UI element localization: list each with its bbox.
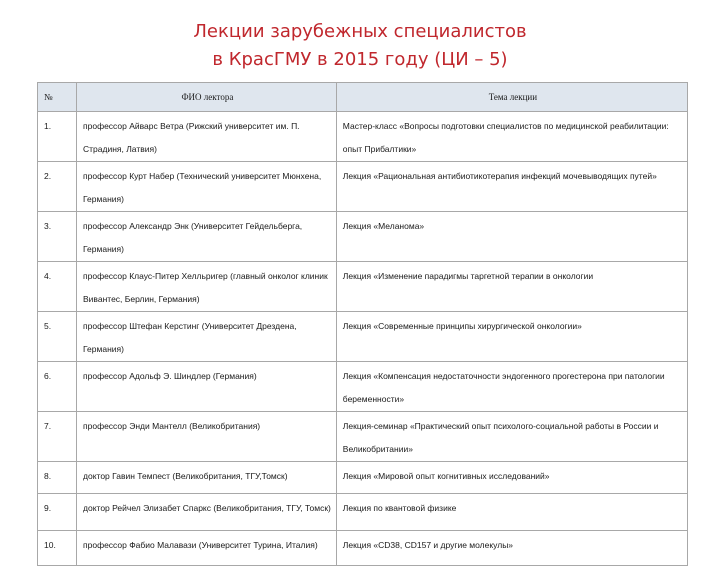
row-lecturer: доктор Гавин Темпест (Великобритания, ТГУ,Томск) (77, 462, 337, 494)
row-number: 1. (38, 112, 77, 162)
table-row (38, 162, 688, 212)
row-number: 9. (38, 494, 77, 531)
row-topic: Мастер-класс «Вопросы подготовки специалистов по медицинской реабилитации: опыт Прибалтики» (336, 112, 687, 162)
table-row (38, 531, 688, 566)
row-lecturer: профессор Адольф Э. Шиндлер (Германия) (77, 362, 337, 412)
table-row (38, 262, 688, 312)
table-row (38, 362, 688, 412)
row-number: 10. (38, 531, 77, 566)
row-number: 7. (38, 412, 77, 462)
row-number: 6. (38, 362, 77, 412)
row-lecturer: профессор Александр Энк (Университет Гейдельберга, Германия) (77, 212, 337, 262)
row-topic: Лекция «Мировой опыт когнитивных исследований» (336, 462, 687, 494)
table-row (38, 212, 688, 262)
header-lecturer: ФИО лектора (77, 83, 337, 112)
row-lecturer: профессор Айварс Ветра (Рижский университет им. П. Страдиня, Латвия) (77, 112, 337, 162)
table-row (38, 112, 688, 162)
row-lecturer: профессор Клаус-Питер Хелльригер (главный онколог клиник Вивантес, Берлин, Германия) (77, 262, 337, 312)
header-topic: Тема лекции (336, 83, 687, 112)
table-row (38, 412, 688, 462)
header-number: № (38, 83, 77, 112)
row-lecturer: доктор Рейчел Элизабет Спаркс (Великобритания, ТГУ, Томск) (77, 494, 337, 531)
row-number: 4. (38, 262, 77, 312)
row-number: 3. (38, 212, 77, 262)
row-lecturer: профессор Фабио Малавази (Университет Турина, Италия) (77, 531, 337, 566)
title-line-1: Лекции зарубежных специалистов (193, 21, 527, 42)
row-lecturer: профессор Курт Набер (Технический университет Мюнхена, Германия) (77, 162, 337, 212)
table-header-row (38, 83, 688, 112)
lectures-table (37, 82, 688, 566)
row-number: 5. (38, 312, 77, 362)
slide-title (0, 18, 720, 74)
row-number: 8. (38, 462, 77, 494)
row-number: 2. (38, 162, 77, 212)
row-topic: Лекция «Меланома» (336, 212, 687, 262)
table-row (38, 462, 688, 494)
row-topic: Лекция «CD38, CD157 и другие молекулы» (336, 531, 687, 566)
row-topic: Лекция «Современные принципы хирургической онкологии» (336, 312, 687, 362)
row-topic: Лекция «Компенсация недостаточности эндогенного прогестерона при патологии беременности» (336, 362, 687, 412)
row-lecturer: профессор Энди Мантелл (Великобритания) (77, 412, 337, 462)
row-topic: Лекция «Рациональная антибиотикотерапия инфекций мочевыводящих путей» (336, 162, 687, 212)
row-topic: Лекция-семинар «Практический опыт психолого-социальной работы в России и Великобритании» (336, 412, 687, 462)
title-line-2: в КрасГМУ в 2015 году (ЦИ – 5) (212, 49, 508, 70)
table-row (38, 312, 688, 362)
row-topic: Лекция по квантовой физике (336, 494, 687, 531)
table-row (38, 494, 688, 531)
row-lecturer: профессор Штефан Керстинг (Университет Дрездена, Германия) (77, 312, 337, 362)
row-topic: Лекция «Изменение парадигмы таргетной терапии в онкологии (336, 262, 687, 312)
